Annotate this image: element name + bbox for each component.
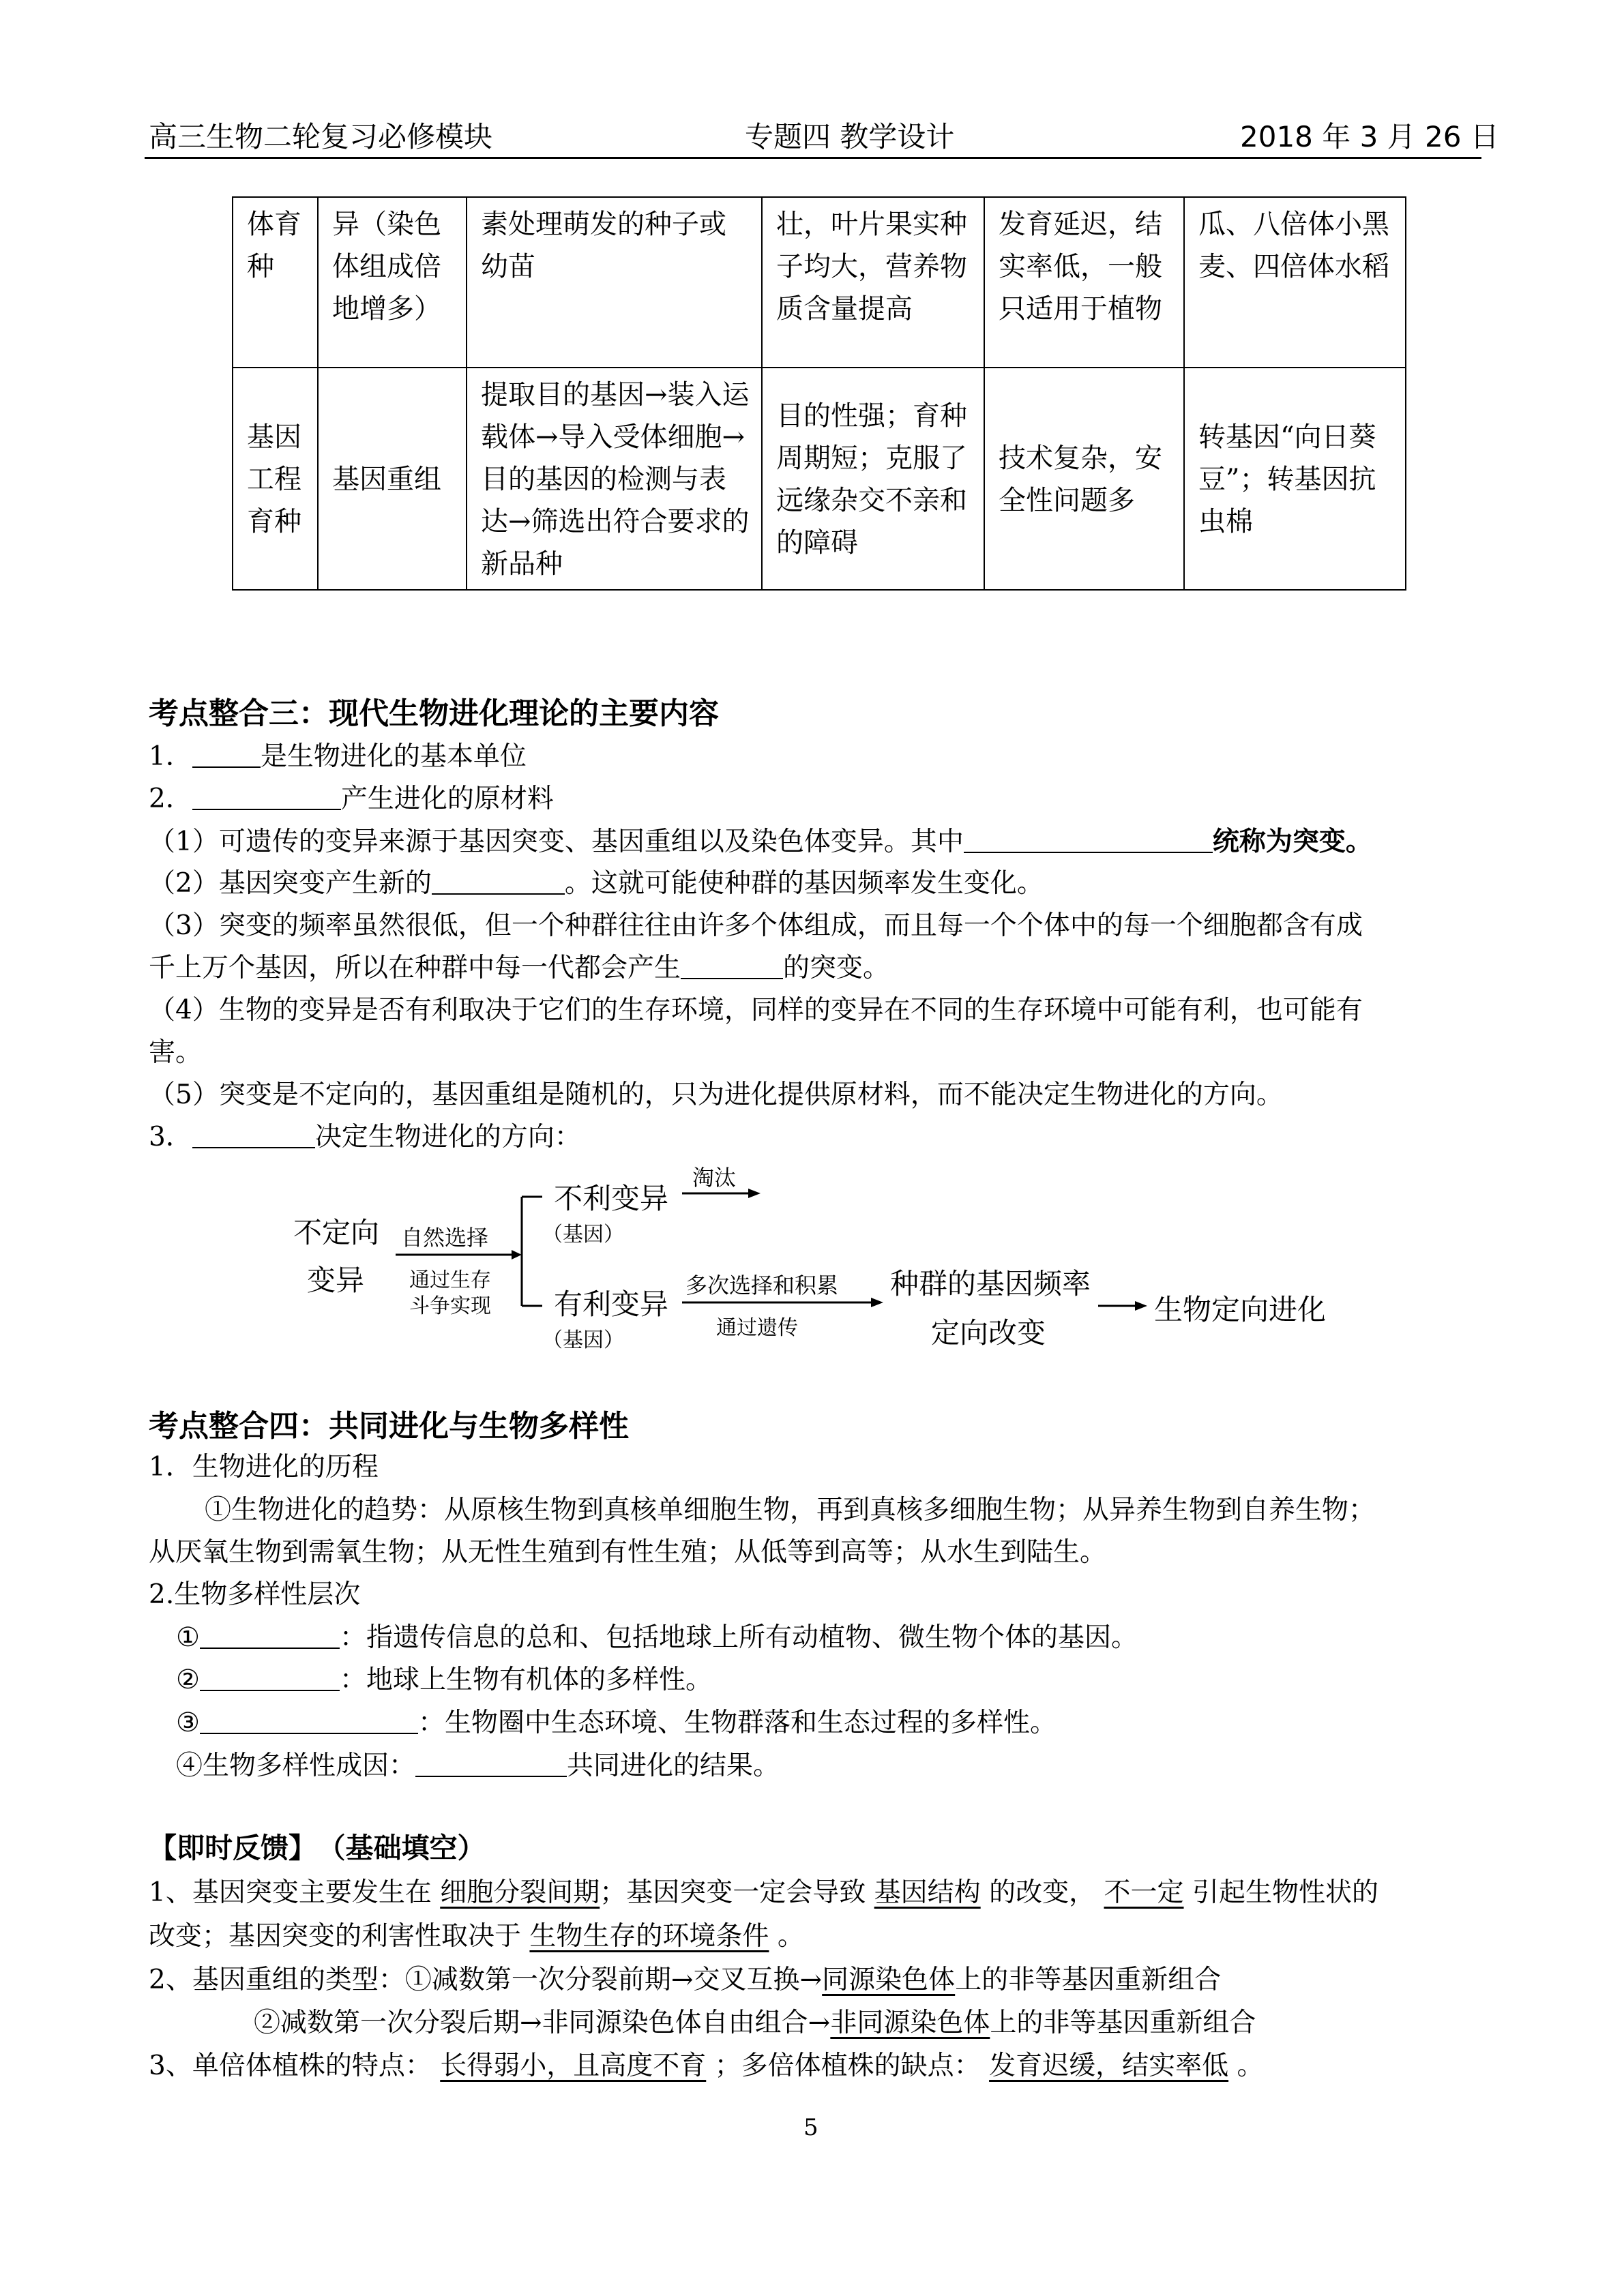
fill-blank[interactable] — [415, 1748, 567, 1777]
item-number: 2． — [149, 784, 192, 814]
diagram-arrow2-top: 多次选择和积累 — [685, 1272, 839, 1298]
item-text: ：指遗传信息的总和、包括地球上所有动植物、微生物个体的基因。 — [339, 1622, 1138, 1653]
fill-blank[interactable] — [200, 1620, 340, 1649]
table-cell: 技术复杂，安全性问题多 — [984, 368, 1184, 590]
s4-level-3 — [176, 1703, 1057, 1744]
para-text: 千上万个基因，所以在种群中每一代都会产生 — [149, 953, 681, 983]
s4-para-1a: ①生物进化的趋势：从原核生物到真核单细胞生物，再到真核多细胞生物；从异养生物到自养生物； — [205, 1495, 1376, 1525]
fill-blank[interactable] — [964, 824, 1213, 853]
section4-title: 考点整合四：共同进化与生物多样性 — [149, 1409, 629, 1444]
q-text: ；多倍体植株的缺点： — [714, 2051, 981, 2081]
s3-para-2 — [149, 863, 1044, 904]
table-cell: 发育延迟，结实率低，一般只适用于植物 — [984, 197, 1184, 368]
feedback-title-main: 【即时反馈】 — [149, 1832, 316, 1864]
header-rule — [145, 157, 1481, 159]
answer-text: 不一定 — [1104, 1877, 1184, 1908]
feedback-q3 — [149, 2046, 1264, 2087]
diagram-freq-1: 种群的基因频率 — [890, 1267, 1091, 1300]
fill-blank[interactable] — [192, 1120, 315, 1148]
arrow-head — [871, 1298, 883, 1307]
diagram-freq-2: 定向改变 — [931, 1316, 1046, 1350]
q-text: 。 — [777, 1921, 804, 1952]
s3-item-2 — [149, 779, 554, 820]
item-text: 共同进化的结果。 — [567, 1750, 780, 1781]
q-text: 改变；基因突变的利害性取决于 — [149, 1921, 522, 1952]
answer-text: 非同源染色体 — [830, 2008, 990, 2038]
diagram-arrow1-top: 自然选择 — [401, 1225, 489, 1251]
diagram-arrow2-bot: 通过遗传 — [716, 1316, 798, 1340]
table-cell: 体育种 — [233, 197, 318, 368]
header-center: 专题四 教学设计 — [745, 120, 955, 153]
item-number: ③ — [176, 1708, 200, 1738]
table-row — [233, 197, 1406, 368]
q-text: 上的非等基因重新组合 — [955, 1965, 1222, 1995]
table-cell: 基因工程育种 — [233, 368, 318, 590]
feedback-q1b — [149, 1916, 804, 1957]
q-text: 的改变， — [989, 1877, 1096, 1908]
item-number: 1． — [149, 741, 192, 772]
item-number: 3． — [149, 1122, 192, 1152]
diagram-result: 生物定向进化 — [1154, 1293, 1327, 1326]
fill-blank[interactable] — [200, 1663, 340, 1691]
para-text: （1）可遗传的变异来源于基因突变、基因重组以及染色体变异。其中 — [149, 826, 964, 857]
q-text: 2、基因重组的类型：①减数第一次分裂前期→交叉互换→ — [149, 1965, 823, 1995]
s4-level-4 — [176, 1746, 780, 1787]
table-cell: 转基因“向日葵豆”；转基因抗虫棉 — [1184, 368, 1406, 590]
feedback-title-sub: （基础填空） — [331, 1832, 486, 1864]
item-text: ：地球上生物有机体的多样性。 — [339, 1665, 712, 1695]
s3-para-3a: （3）突变的频率虽然很低，但一个种群往往由许多个体组成，而且每一个个体中的每一个细胞都含有成 — [149, 910, 1363, 941]
item-text: ：生物圈中生态环境、生物群落和生态过程的多样性。 — [417, 1708, 1057, 1738]
table-row — [233, 368, 1406, 590]
feedback-q2b — [254, 2003, 1256, 2044]
q-text: 上的非等基因重新组合 — [990, 2008, 1256, 2038]
q-text: ②减数第一次分裂后期→非同源染色体自由组合→ — [254, 2008, 831, 2038]
s3-para-5: （5）突变是不定向的，基因重组是随机的，只为进化提供原材料，而不能决定生物进化的方向。 — [149, 1079, 1283, 1110]
answer-text: 长得弱小，且高度不育 — [440, 2051, 707, 2081]
diagram-lines — [286, 1146, 1378, 1364]
q-text: 。 — [1237, 2051, 1264, 2081]
s3-para-4b: 害。 — [149, 1037, 203, 1068]
fill-blank[interactable] — [681, 951, 783, 979]
table-cell: 壮，叶片果实种子均大，营养物质含量提高 — [762, 197, 984, 368]
arrow-head — [748, 1189, 761, 1198]
answer-text: 发育迟缓，结实率低 — [989, 2051, 1229, 2081]
answer-text: 基因结构 — [874, 1877, 981, 1908]
diagram-arrow1-bot-2: 斗争实现 — [409, 1294, 491, 1318]
fill-blank[interactable] — [200, 1705, 418, 1734]
item-text: ④生物多样性成因： — [176, 1750, 416, 1781]
breeding-table — [232, 196, 1406, 591]
s4-sub-1: 1．生物进化的历程 — [149, 1452, 379, 1482]
arrow-head — [1135, 1301, 1147, 1311]
fill-blank[interactable] — [192, 781, 341, 810]
para-text: （2）基因突变产生新的 — [149, 868, 432, 899]
item-text: 是生物进化的基本单位 — [260, 741, 527, 772]
s3-para-4a: （4）生物的变异是否有利取决于它们的生存环境，同样的变异在不同的生存环境中可能有利，也可能有 — [149, 995, 1363, 1026]
table-cell: 瓜、八倍体小黑麦、四倍体水稻 — [1184, 197, 1406, 368]
item-text: 决定生物进化的方向： — [314, 1122, 581, 1152]
q-text: ；基因突变一定会导致 — [600, 1877, 866, 1908]
s3-item-1 — [149, 736, 527, 777]
s4-level-1 — [176, 1617, 1138, 1658]
q-text: 1、基因突变主要发生在 — [149, 1877, 432, 1908]
section3-title: 考点整合三：现代生物进化理论的主要内容 — [149, 696, 719, 731]
item-text: 产生进化的原材料 — [340, 784, 554, 814]
q-text: 引起生物性状的 — [1192, 1877, 1378, 1908]
s4-para-1b: 从厌氧生物到需氧生物；从无性生殖到有性生殖；从低等到高等；从水生到陆生。 — [149, 1537, 1107, 1568]
diagram-start-2: 变异 — [307, 1264, 365, 1297]
diagram-bad-note: （基因） — [542, 1223, 624, 1247]
diagram-start-1: 不定向 — [293, 1216, 380, 1249]
arrow-head — [512, 1250, 522, 1259]
feedback-q2a — [149, 1960, 1221, 2001]
para-text: 的突变。 — [783, 953, 890, 983]
feedback-q1a — [149, 1873, 1378, 1913]
diagram-good-variation: 有利变异 — [554, 1287, 669, 1321]
diagram-arrow1-bot-1: 通过生存 — [409, 1268, 491, 1292]
s3-para-3b — [149, 948, 889, 989]
q-text: 3、单倍体植株的特点： — [149, 2051, 432, 2081]
s4-sub-2: 2.生物多样性层次 — [149, 1579, 361, 1610]
item-number: ② — [176, 1665, 200, 1695]
header-date: 2018 年 3 月 26 日 — [1240, 120, 1499, 153]
fill-blank[interactable] — [432, 866, 565, 895]
diagram-bad-variation: 不利变异 — [554, 1182, 669, 1215]
table-cell: 目的性强；育种周期短；克服了远缘杂交不亲和的障碍 — [762, 368, 984, 590]
feedback-title — [149, 1828, 486, 1868]
table-cell: 基因重组 — [318, 368, 467, 590]
answer-text: 生物生存的环境条件 — [529, 1921, 769, 1952]
para-text: 。这就可能使种群的基因频率发生变化。 — [564, 868, 1044, 899]
s3-para-1 — [149, 821, 1372, 863]
table-cell: 素处理萌发的种子或幼苗 — [467, 197, 762, 368]
diagram-good-note: （基因） — [542, 1328, 624, 1352]
item-number: ① — [176, 1622, 200, 1653]
diagram-eliminate: 淘汰 — [692, 1165, 737, 1191]
table-cell: 提取目的基因→装入运载体→导入受体细胞→目的基因的检测与表达→筛选出符合要求的新品种 — [467, 368, 762, 590]
s4-level-2 — [176, 1660, 712, 1701]
table-cell: 异（染色体组成倍地增多） — [318, 197, 467, 368]
para-text-bold: 统称为突变。 — [1212, 826, 1372, 857]
page-number: 5 — [803, 2114, 818, 2141]
evolution-flow-diagram — [286, 1146, 1378, 1364]
answer-text: 同源染色体 — [822, 1965, 956, 1995]
header-left: 高三生物二轮复习必修模块 — [149, 120, 493, 153]
answer-text: 细胞分裂间期 — [440, 1877, 600, 1908]
fill-blank[interactable] — [192, 739, 261, 768]
